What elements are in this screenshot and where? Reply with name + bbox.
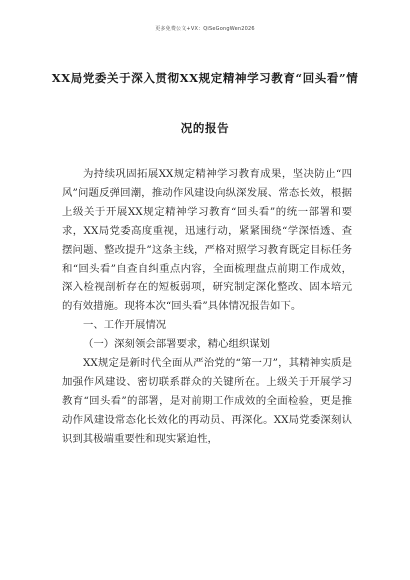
intro-paragraph: 为持续巩固拓展XX规定精神学习教育成果，坚决防止“四风”问题反弹回潮，推动作风建设向纵深发展、常态长效，根据上级关于开展XX规定精神学习教育“回头看”的统一部署和要求，XX局党委高度重视，迅速行动，紧紧围绕“学深悟透、查摆问题、整改提升”这条主线，严格对照学习教育既定目标任务和“回头看”自查自纠重点内容，全面梳理盘点前期工作成效，深入检视剖析存在的短板弱项，研究制定深化整改、固本培元的有效措施。现将本次“回头看”具体情况报告如下。: [62, 168, 352, 313]
document-body: [62, 165, 352, 449]
document-title-line-1: XX局党委关于深入贯彻XX规定精神学习教育“回头看”情: [51, 71, 359, 85]
section-heading: 一、工作开展情况: [83, 319, 167, 332]
header-note: 更多免费公文+VX：QiSeGongWen2026: [155, 26, 255, 32]
subsection-heading: （一）深刻领会部署要求，精心组织谋划: [83, 338, 271, 351]
document-title-line-2: 况的报告: [180, 121, 230, 135]
body-paragraph: XX规定是新时代全面从严治党的“第一刀”，其精神实质是加强作风建设、密切联系群众的关键所在。上级关于开展学习教育“回头看”的部署，是对前期工作成效的全面检验，更是推动作风建设常态化长效化的再动员、再深化。XX局党委深刻认识到其极端重要性和现实紧迫性，: [62, 357, 352, 445]
